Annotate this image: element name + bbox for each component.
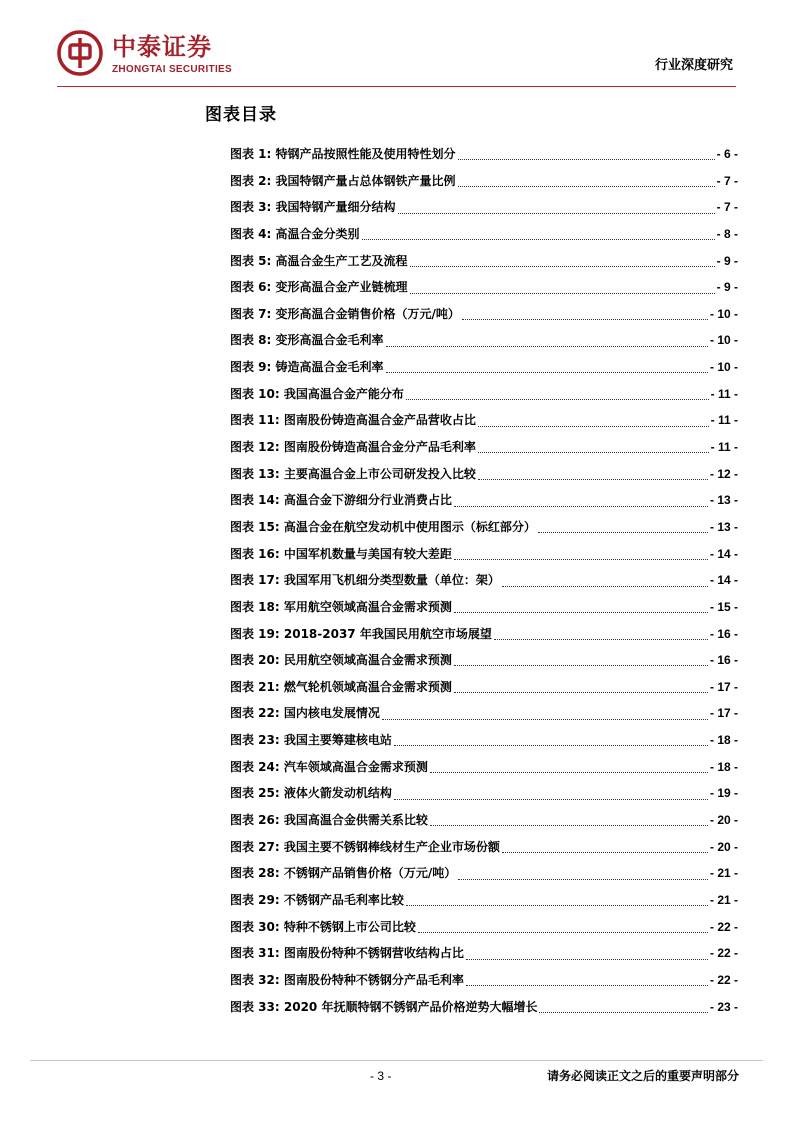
toc-entry[interactable] bbox=[230, 700, 738, 727]
toc-entry-page: - 17 - bbox=[709, 679, 738, 694]
toc-entry-title: 国内核电发展情况 bbox=[283, 706, 380, 721]
toc-dot-leader bbox=[539, 1011, 708, 1013]
toc-entry-label: 图表 18: bbox=[230, 599, 280, 614]
toc-entry-label: 图表 25: bbox=[230, 786, 280, 801]
toc-entry-title: 图南股份特种不锈钢营收结构占比 bbox=[283, 946, 464, 961]
toc-entry-page: - 18 - bbox=[709, 733, 738, 748]
toc-entry-label: 图表 9: bbox=[230, 360, 272, 375]
toc-entry-page: - 6 - bbox=[716, 147, 738, 161]
toc-entry-title: 变形高温合金产业链梳理 bbox=[275, 280, 408, 295]
toc-entry-title: 我国主要不锈钢棒线材生产企业市场份额 bbox=[283, 839, 500, 854]
page-number: - 3 - bbox=[370, 1069, 392, 1083]
toc-entry-page: - 10 - bbox=[709, 306, 738, 321]
toc-entry-page: - 16 - bbox=[709, 653, 738, 668]
toc-entry-label: 图表 15: bbox=[230, 519, 280, 534]
toc-entry-label: 图表 33: bbox=[230, 999, 280, 1014]
header-divider bbox=[57, 86, 736, 87]
toc-entry[interactable] bbox=[230, 834, 738, 861]
toc-entry-title: 我国高温合金供需关系比较 bbox=[283, 813, 428, 828]
logo-english-name: ZHONGTAI SECURITIES bbox=[112, 64, 232, 75]
toc-entry-page: - 20 - bbox=[709, 813, 738, 828]
toc-entry-page: - 13 - bbox=[709, 493, 738, 508]
toc-entry-title: 铸造高温合金毛利率 bbox=[275, 360, 384, 375]
toc-entry-title: 民用航空领域高温合金需求预测 bbox=[283, 653, 452, 668]
toc-dot-leader bbox=[362, 238, 715, 240]
toc-dot-leader bbox=[454, 664, 708, 666]
toc-entry[interactable] bbox=[230, 860, 738, 887]
toc-entry-page: - 7 - bbox=[716, 200, 738, 215]
toc-entry-title: 我国主要筹建核电站 bbox=[283, 733, 392, 748]
toc-dot-leader bbox=[502, 851, 708, 853]
toc-entry-page: - 21 - bbox=[709, 892, 738, 907]
toc-entry-label: 图表 28: bbox=[230, 866, 280, 881]
toc-entry-label: 图表 12: bbox=[230, 440, 280, 455]
logo-chinese-name: 中泰证券 bbox=[112, 33, 212, 61]
toc-entry-title: 我国特钢产量细分结构 bbox=[275, 200, 396, 215]
toc-entry-title: 中国军机数量与美国有较大差距 bbox=[283, 546, 452, 561]
toc-entry-title: 燃气轮机领域高温合金需求预测 bbox=[283, 679, 452, 694]
toc-entry-label: 图表 5: bbox=[230, 253, 272, 268]
toc-entry-label: 图表 30: bbox=[230, 919, 280, 934]
toc-dot-leader bbox=[394, 798, 708, 800]
toc-entry[interactable] bbox=[230, 567, 738, 594]
toc-entry-page: - 11 - bbox=[710, 440, 738, 455]
toc-entry[interactable] bbox=[230, 887, 738, 914]
toc-entry[interactable] bbox=[230, 807, 738, 834]
toc-dot-leader bbox=[502, 585, 708, 587]
toc-dot-leader bbox=[406, 904, 708, 906]
toc-entry[interactable] bbox=[230, 754, 738, 781]
toc-entry[interactable] bbox=[230, 780, 738, 807]
toc-dot-leader bbox=[454, 611, 708, 613]
toc-dot-leader bbox=[386, 371, 708, 373]
toc-entry-label: 图表 7: bbox=[230, 306, 272, 321]
toc-entry-label: 图表 22: bbox=[230, 706, 280, 721]
toc-entry-title: 不锈钢产品毛利率比较 bbox=[283, 892, 404, 907]
toc-entry-label: 图表 6: bbox=[230, 280, 272, 295]
toc-entry-page: - 20 - bbox=[709, 839, 738, 854]
toc-entry[interactable] bbox=[230, 274, 738, 301]
toc-dot-leader bbox=[454, 505, 708, 507]
toc-entry-title: 2018-2037 年我国民用航空市场展望 bbox=[283, 626, 492, 641]
toc-entry[interactable] bbox=[230, 354, 738, 381]
toc-dot-leader bbox=[410, 292, 715, 294]
toc-entry[interactable] bbox=[230, 381, 738, 408]
toc-dot-leader bbox=[382, 718, 708, 720]
toc-entry-label: 图表 19: bbox=[230, 626, 280, 641]
toc-entry-label: 图表 21: bbox=[230, 679, 280, 694]
toc-dot-leader bbox=[430, 824, 708, 826]
toc-entry-page: - 8 - bbox=[716, 226, 738, 241]
toc-entry-label: 图表 20: bbox=[230, 653, 280, 668]
toc-dot-leader bbox=[454, 691, 708, 693]
toc-entry-title: 我国高温合金产能分布 bbox=[283, 386, 404, 401]
toc-entry[interactable] bbox=[230, 727, 738, 754]
toc-dot-leader bbox=[394, 744, 708, 746]
toc-dot-leader bbox=[466, 984, 708, 986]
toc-dot-leader bbox=[494, 638, 708, 640]
toc-entry[interactable] bbox=[230, 168, 738, 195]
toc-entry-page: - 21 - bbox=[709, 866, 738, 881]
toc-entry[interactable] bbox=[230, 407, 738, 434]
toc-entry-title: 变形高温合金销售价格（万元/吨） bbox=[275, 306, 460, 321]
toc-entry-label: 图表 14: bbox=[230, 493, 280, 508]
toc-entry-page: - 10 - bbox=[709, 333, 738, 348]
toc-entry-title: 2020 年抚顺特钢不锈钢产品价格逆势大幅增长 bbox=[283, 999, 538, 1014]
toc-entry[interactable] bbox=[230, 301, 738, 328]
toc-entry[interactable] bbox=[230, 141, 738, 168]
toc-entry-title: 我国特钢产量占总体钢铁产量比例 bbox=[275, 173, 456, 188]
zhongtai-logo-icon bbox=[57, 30, 103, 76]
toc-entry-label: 图表 27: bbox=[230, 839, 280, 854]
toc-entry[interactable] bbox=[230, 674, 738, 701]
toc-dot-leader bbox=[478, 451, 709, 453]
toc-entry[interactable] bbox=[230, 514, 738, 541]
toc-entry-label: 图表 13: bbox=[230, 466, 280, 481]
toc-entry[interactable] bbox=[230, 621, 738, 648]
toc-entry-label: 图表 17: bbox=[230, 573, 280, 588]
toc-entry-title: 不锈钢产品销售价格（万元/吨） bbox=[283, 866, 457, 881]
toc-entry-label: 图表 16: bbox=[230, 546, 280, 561]
toc-entry-label: 图表 31: bbox=[230, 946, 280, 961]
toc-entry-label: 图表 8: bbox=[230, 333, 272, 348]
toc-entry-title: 高温合金生产工艺及流程 bbox=[275, 253, 408, 268]
toc-entry[interactable] bbox=[230, 940, 738, 967]
toc-entry-page: - 10 - bbox=[709, 360, 738, 375]
toc-dot-leader bbox=[418, 931, 708, 933]
toc-entry-page: - 14 - bbox=[709, 573, 738, 588]
toc-dot-leader bbox=[538, 531, 708, 533]
toc-entry-label: 图表 1: bbox=[230, 147, 272, 161]
toc-entry-title: 军用航空领域高温合金需求预测 bbox=[283, 599, 452, 614]
toc-entry-label: 图表 11: bbox=[230, 413, 280, 428]
footer-disclaimer: 请务必阅读正文之后的重要声明部分 bbox=[546, 1069, 739, 1083]
toc-dot-leader bbox=[386, 345, 708, 347]
toc-entry-title: 我国军用飞机细分类型数量（单位：架） bbox=[283, 573, 500, 588]
toc-entry-page: - 11 - bbox=[710, 413, 738, 428]
toc-entry-page: - 17 - bbox=[709, 706, 738, 721]
toc-entry-title: 变形高温合金毛利率 bbox=[275, 333, 384, 348]
toc-entry-title: 高温合金分类别 bbox=[275, 226, 360, 241]
toc-entry-page: - 15 - bbox=[709, 599, 738, 614]
toc-dot-leader bbox=[478, 478, 708, 480]
report-type-label: 行业深度研究 bbox=[654, 58, 733, 73]
toc-entry-title: 特钢产品按照性能及使用特性划分 bbox=[275, 147, 456, 161]
toc-dot-leader bbox=[406, 398, 709, 400]
toc-dot-leader bbox=[478, 425, 709, 427]
toc-entry[interactable] bbox=[230, 594, 738, 621]
toc-entry[interactable] bbox=[230, 487, 738, 514]
toc-entry-page: - 16 - bbox=[709, 626, 738, 641]
toc-entry[interactable] bbox=[230, 647, 738, 674]
toc-entry-page: - 11 - bbox=[710, 386, 738, 401]
toc-entry[interactable] bbox=[230, 434, 738, 461]
toc-entry-page: - 14 - bbox=[709, 546, 738, 561]
toc-entry-label: 图表 32: bbox=[230, 972, 280, 987]
toc-dot-leader bbox=[454, 558, 708, 560]
toc-entry-page: - 22 - bbox=[709, 946, 738, 961]
toc-entry-title: 图南股份特种不锈钢分产品毛利率 bbox=[283, 972, 464, 987]
toc-entry[interactable] bbox=[230, 327, 738, 354]
toc-list bbox=[230, 141, 738, 1020]
toc-entry-label: 图表 26: bbox=[230, 813, 280, 828]
toc-entry-page: - 23 - bbox=[709, 999, 738, 1014]
toc-entry-page: - 9 - bbox=[716, 253, 738, 268]
toc-entry-page: - 13 - bbox=[709, 519, 738, 534]
toc-title: 图表目录 bbox=[205, 105, 277, 125]
toc-entry-label: 图表 24: bbox=[230, 759, 280, 774]
toc-dot-leader bbox=[430, 771, 708, 773]
toc-entry-page: - 18 - bbox=[709, 759, 738, 774]
toc-entry-label: 图表 23: bbox=[230, 733, 280, 748]
toc-entry-label: 图表 29: bbox=[230, 892, 280, 907]
toc-entry-page: - 22 - bbox=[709, 972, 738, 987]
toc-entry-title: 液体火箭发动机结构 bbox=[283, 786, 392, 801]
toc-dot-leader bbox=[458, 878, 708, 880]
toc-entry-title: 高温合金下游细分行业消费占比 bbox=[283, 493, 452, 508]
toc-entry-title: 高温合金在航空发动机中使用图示（标红部分） bbox=[283, 519, 536, 534]
toc-dot-leader bbox=[458, 158, 715, 160]
toc-entry-page: - 12 - bbox=[709, 466, 738, 481]
page-header bbox=[0, 0, 793, 90]
toc-dot-leader bbox=[398, 212, 715, 214]
toc-entry-label: 图表 4: bbox=[230, 226, 272, 241]
toc-entry-page: - 19 - bbox=[709, 786, 738, 801]
toc-entry-label: 图表 3: bbox=[230, 200, 272, 215]
toc-entry-page: - 9 - bbox=[716, 280, 738, 295]
toc-entry-title: 汽车领域高温合金需求预测 bbox=[283, 759, 428, 774]
toc-entry-page: - 22 - bbox=[709, 919, 738, 934]
toc-entry-label: 图表 2: bbox=[230, 173, 272, 188]
toc-entry-page: - 7 - bbox=[716, 173, 738, 188]
footer-divider bbox=[30, 1060, 763, 1061]
toc-dot-leader bbox=[410, 265, 715, 267]
toc-entry[interactable] bbox=[230, 194, 738, 221]
toc-dot-leader bbox=[458, 185, 715, 187]
toc-entry[interactable] bbox=[230, 994, 738, 1021]
toc-entry[interactable] bbox=[230, 248, 738, 275]
toc-entry[interactable] bbox=[230, 221, 738, 248]
toc-entry[interactable] bbox=[230, 967, 738, 994]
toc-entry-title: 特种不锈钢上市公司比较 bbox=[283, 919, 416, 934]
toc-entry-title: 图南股份铸造高温合金分产品毛利率 bbox=[283, 440, 476, 455]
toc-dot-leader bbox=[466, 958, 708, 960]
toc-entry[interactable] bbox=[230, 541, 738, 568]
toc-entry[interactable] bbox=[230, 914, 738, 941]
toc-entry-title: 主要高温合金上市公司研发投入比较 bbox=[283, 466, 476, 481]
toc-entry-label: 图表 10: bbox=[230, 386, 280, 401]
toc-entry[interactable] bbox=[230, 461, 738, 488]
toc-dot-leader bbox=[462, 318, 708, 320]
toc-entry-title: 图南股份铸造高温合金产品营收占比 bbox=[283, 413, 476, 428]
